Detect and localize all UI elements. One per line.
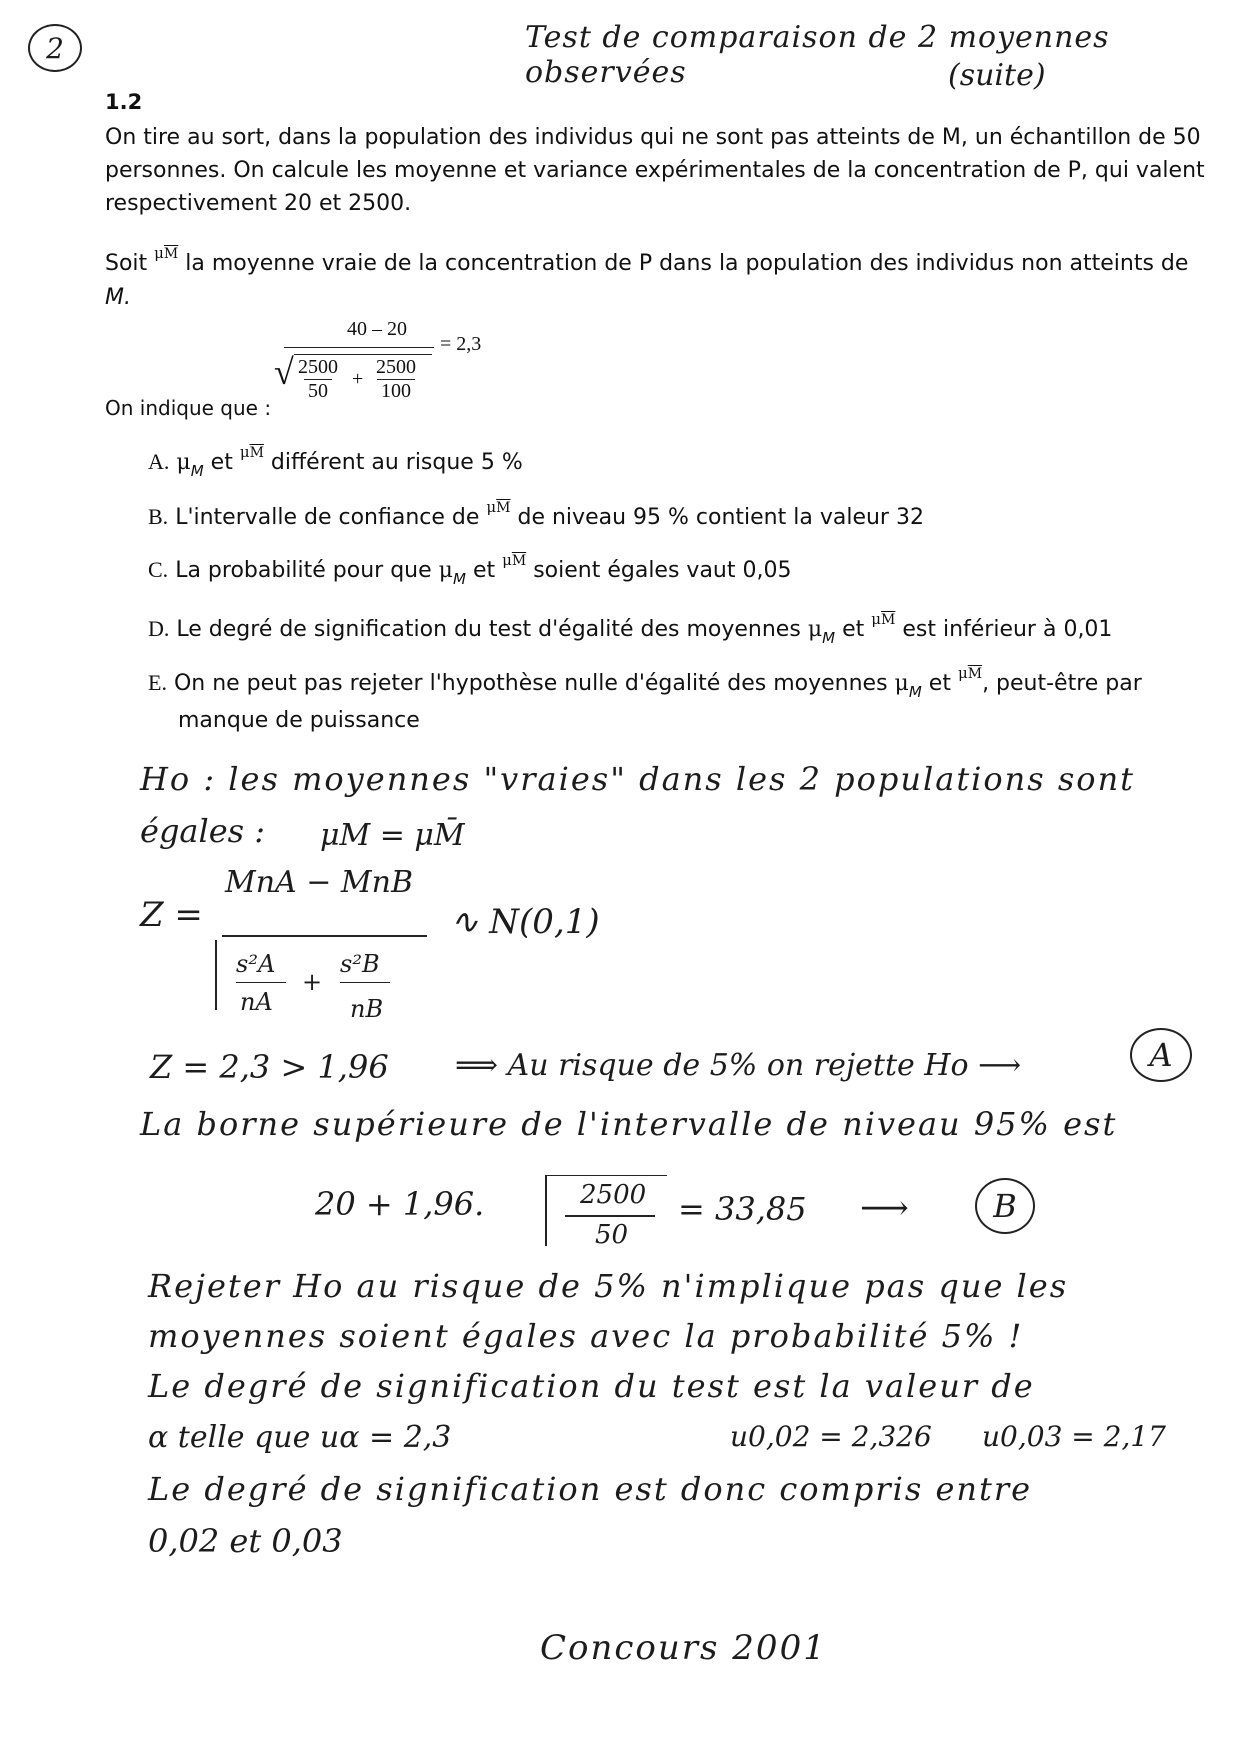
rejeter-line-1: Rejeter Ho au risque de 5% n'implique pas que les — [148, 1267, 1069, 1305]
calc-num: 2500 — [580, 1180, 647, 1210]
page-number: 2 — [46, 31, 64, 65]
rejeter-line-2: moyennes soient égales avec la probabilité 5% ! — [148, 1317, 1024, 1355]
formula-main-bar — [284, 347, 434, 348]
option-b: B. L'intervalle de confiance de $^{\mu\overline{M}}$ de niveau 95 % contient la valeur 32 — [148, 498, 924, 530]
formula-numerator: 40 – 20 — [347, 318, 407, 340]
option-d: D. Le degré de signification du test d'égalité des moyennes $\mu_M$ et $^{\mu\overline{M}}$ est inférieur à 0,01 — [148, 610, 1113, 647]
z-sb: s²B — [340, 950, 380, 978]
z-sa: s²A — [236, 950, 276, 978]
degre-line-4: 0,02 et 0,03 — [148, 1522, 343, 1560]
degre-line-2: α telle que uα = 2,3 — [148, 1420, 452, 1455]
mu-mbar-symbol: μM — [154, 244, 179, 262]
section-number: 1.2 — [105, 90, 143, 114]
soit-word: Soit — [105, 251, 148, 276]
z-sqrt-bar — [215, 940, 223, 1010]
page-header-title: Test de comparaison de 2 moyennes observées — [525, 20, 1110, 90]
calc-result: = 33,85 — [678, 1190, 807, 1228]
degre-line-1: Le degré de signification du test est la valeur de — [148, 1367, 1035, 1405]
calc-den: 50 — [595, 1220, 629, 1250]
sqrt-sign: √ — [274, 352, 294, 392]
u-002: u0,02 = 2,326 — [730, 1420, 932, 1453]
z-sb-bar — [340, 982, 390, 983]
option-a: A. $\mu_M$ et $^{\mu\overline{M}}$ différent au risque 5 % — [148, 443, 523, 480]
answer-a-letter: A — [1149, 1036, 1173, 1074]
sqrt-bar — [294, 354, 432, 355]
formula-result: = 2,3 — [440, 333, 482, 355]
intro-line-1: On tire au sort, dans la population des individus qui ne sont pas atteints de M, un échantillon de 50 — [105, 125, 1201, 150]
answer-a-circle — [1130, 1028, 1192, 1082]
h0-line-2: égales : — [140, 812, 266, 850]
u-003: u0,03 = 2,17 — [982, 1420, 1166, 1453]
page-header-suite: (suite) — [948, 58, 1046, 93]
soit-line — [105, 244, 1189, 283]
z-label: Z = — [140, 895, 203, 935]
z-sa-bar — [236, 982, 286, 983]
answer-b-letter: B — [993, 1187, 1017, 1225]
option-e-line-2: manque de puissance — [178, 708, 420, 733]
answer-b-circle — [975, 1178, 1035, 1234]
z-conclusion: ⟹ Au risque de 5% on rejette Ho ⟶ — [455, 1048, 1022, 1083]
formula-plus: + — [352, 368, 364, 390]
degre-line-3: Le degré de signification est donc compris entre — [148, 1470, 1033, 1508]
z-distribution: ∿ N(0,1) — [450, 902, 600, 942]
z-fraction-bar — [222, 935, 427, 937]
h0-equation: μM = μM̄ — [320, 818, 465, 853]
option-c: C. La probabilité pour que $\mu_M$ et $^{\mu\overline{M}}$ soient égales vaut 0,05 — [148, 551, 792, 588]
z-plus: + — [302, 968, 323, 996]
z-nb: nB — [350, 995, 384, 1023]
calc-prefix: 20 + 1,96. — [315, 1185, 485, 1223]
z-value: Z = 2,3 > 1,96 — [150, 1048, 389, 1086]
intro-line-2: personnes. On calcule les moyenne et variance expérimentales de la concentration de P, qui valent — [105, 158, 1205, 183]
z-numerator: MnA − MnB — [225, 865, 413, 900]
soit-rest: la moyenne vraie de la concentration de P dans la population des individus non atteints de — [185, 251, 1189, 276]
z-na: nA — [240, 988, 273, 1016]
calc-arrow: ⟶ — [860, 1188, 909, 1228]
soit-m: M. — [105, 285, 131, 310]
intro-line-3: respectivement 20 et 2500. — [105, 191, 412, 216]
h0-line-1: Ho : les moyennes "vraies" dans les 2 populations sont — [140, 760, 1136, 798]
option-e: E. On ne peut pas rejeter l'hypothèse nulle d'égalité des moyennes $\mu_M$ et $^{\mu\overline{M}}$, peut-être par — [148, 664, 1142, 701]
fraction-2500-50: $\frac{2500}{50}$ — [298, 356, 338, 402]
page-number-badge — [28, 24, 82, 72]
indique-label: On indique que : — [105, 396, 272, 420]
fraction-2500-100: $\frac{2500}{100}$ — [376, 356, 416, 402]
footer-concours: Concours 2001 — [540, 1628, 827, 1668]
calc-frac-bar — [565, 1215, 655, 1217]
borne-line: La borne supérieure de l'intervalle de niveau 95% est — [140, 1105, 1118, 1143]
